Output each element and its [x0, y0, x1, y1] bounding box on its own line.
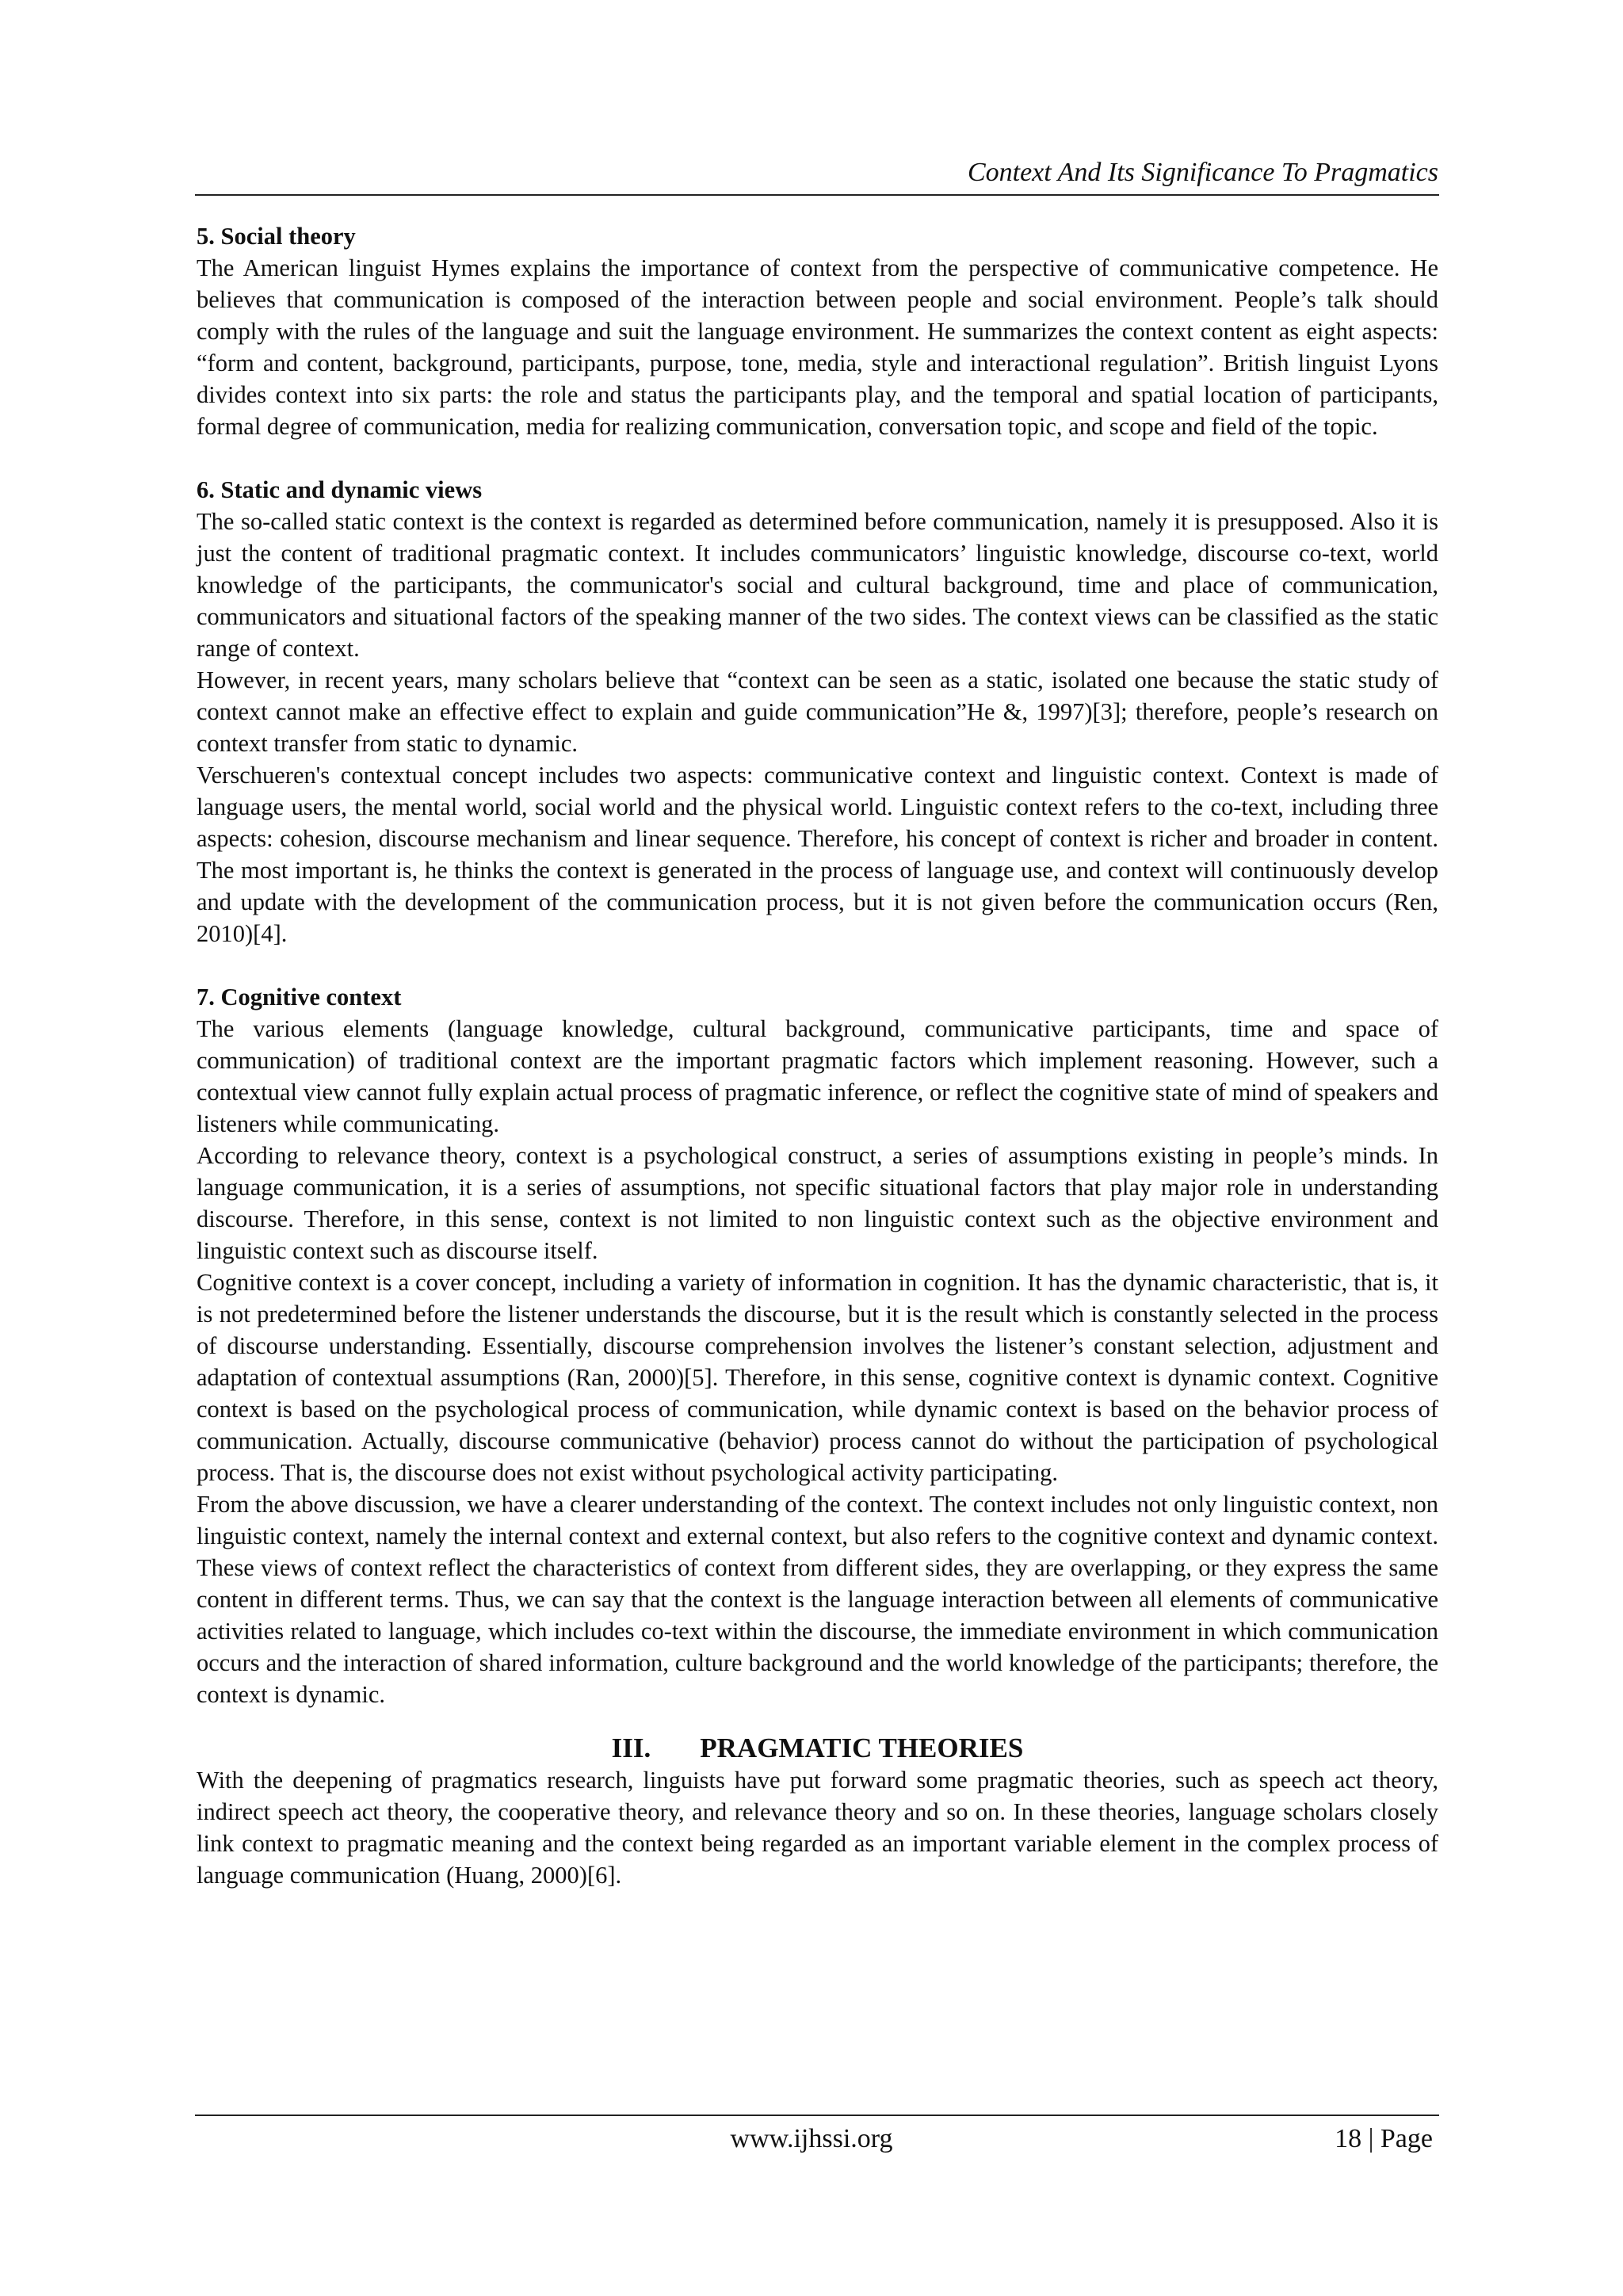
spacer: [197, 442, 1438, 474]
main-content: [197, 220, 1438, 1891]
section-heading-pragmatic-theories: [197, 1733, 1438, 1764]
paragraph: The American linguist Hymes explains the importance of context from the perspective of communicative competence. He believes that communication is composed of the interaction between people and social environment. People’s talk should comply with the rules of the language and suit the language environment. He summarizes the context content as eight aspects: “form and content, background, participants, purpose, tone, media, style and interactional regulation”. British linguist Lyons divides context into six parts: the role and status the participants play, and the temporal and spatial location of participants, formal degree of communication, media for realizing communication, conversation topic, and scope and field of the topic.: [197, 254, 1438, 440]
section-heading-cognitive-context: 7. Cognitive context: [197, 984, 402, 1010]
paragraph: Verschueren's contextual concept includes two aspects: communicative context and linguistic context. Context is made of language users, the mental world, social world and the physical world. Linguistic context refers to the co-text, including three aspects: cohesion, discourse mechanism and linear sequence. Therefore, his concept of context is richer and broader in content. The most important is, he thinks the context is generated in the process of language use, and context will continuously develop and update with the development of the communication process, but it is not given before the communication occurs (Ren, 2010)[4].: [197, 762, 1438, 947]
header-rule: [195, 194, 1439, 196]
paragraph: The various elements (language knowledge, cultural background, communicative participants, time and space of communication) of traditional context are the important pragmatic factors which implement reasoning. However, such a contextual view cannot fully explain actual process of pragmatic inference, or reflect the cognitive state of mind of speakers and listeners while communicating.: [197, 1015, 1438, 1137]
section-heading-social-theory: 5. Social theory: [197, 223, 356, 250]
paragraph: According to relevance theory, context is a psychological construct, a series of assumptions existing in people’s minds. In language communication, it is a series of assumptions, not specific situational factors that play major role in understanding discourse. Therefore, in this sense, context is not limited to non linguistic context such as the objective environment and linguistic context such as discourse itself.: [197, 1142, 1438, 1264]
spacer: [197, 949, 1438, 981]
footer-page-number: 18 | Page: [1335, 2124, 1433, 2153]
paragraph: The so-called static context is the context is regarded as determined before communication, namely it is presupposed. Also it is just the content of traditional pragmatic context. It includes communicators’ linguistic knowledge, discourse co-text, world knowledge of the participants, the communicator's social and cultural background, time and place of communication, communicators and situational factors of the speaking manner of the two sides. The context views can be classified as the static range of context.: [197, 508, 1438, 662]
footer-url-link[interactable]: www.ijhssi.org: [730, 2124, 893, 2153]
section-title: PRAGMATIC THEORIES: [700, 1733, 1024, 1763]
paragraph: With the deepening of pragmatics research, linguists have put forward some pragmatic theories, such as speech act theory, indirect speech act theory, the cooperative theory, and relevance theory and so on. In these theories, language scholars closely link context to pragmatic meaning and the context being regarded as an important variable element in the complex process of language communication (Huang, 2000)[6].: [197, 1767, 1438, 1889]
section-heading-static-dynamic: 6. Static and dynamic views: [197, 476, 483, 503]
footer-rule: [195, 2115, 1439, 2116]
paragraph: From the above discussion, we have a clearer understanding of the context. The context includes not only linguistic context, non linguistic context, namely the internal context and external context, but also refers to the cognitive context and dynamic context. These views of context reflect the characteristics of context from different sides, they are overlapping, or they express the same content in different terms. Thus, we can say that the context is the language interaction between all elements of communicative activities related to language, which includes co-text within the discourse, the immediate environment in which communication occurs and the interaction of shared information, culture background and the world knowledge of the participants; therefore, the context is dynamic.: [197, 1491, 1438, 1708]
running-header-title: Context And Its Significance To Pragmatics: [967, 158, 1438, 187]
paragraph: Cognitive context is a cover concept, including a variety of information in cognition. It has the dynamic characteristic, that is, it is not predetermined before the listener understands the discourse, but it is the result which is constantly selected in the process of discourse understanding. Essentially, discourse comprehension involves the listener’s constant selection, adjustment and adaptation of contextual assumptions (Ran, 2000)[5]. Therefore, in this sense, cognitive context is dynamic context. Cognitive context is based on the psychological process of communication, while dynamic context is based on the behavior process of communication. Actually, discourse communicative (behavior) process cannot do without the participation of psychological process. That is, the discourse does not exist without psychological activity participating.: [197, 1269, 1438, 1486]
section-number: III.: [611, 1733, 651, 1763]
paragraph: However, in recent years, many scholars believe that “context can be seen as a static, isolated one because the static study of context cannot make an effective effect to explain and guide communication”He &, 1997)[3]; therefore, people’s research on context transfer from static to dynamic.: [197, 667, 1438, 757]
